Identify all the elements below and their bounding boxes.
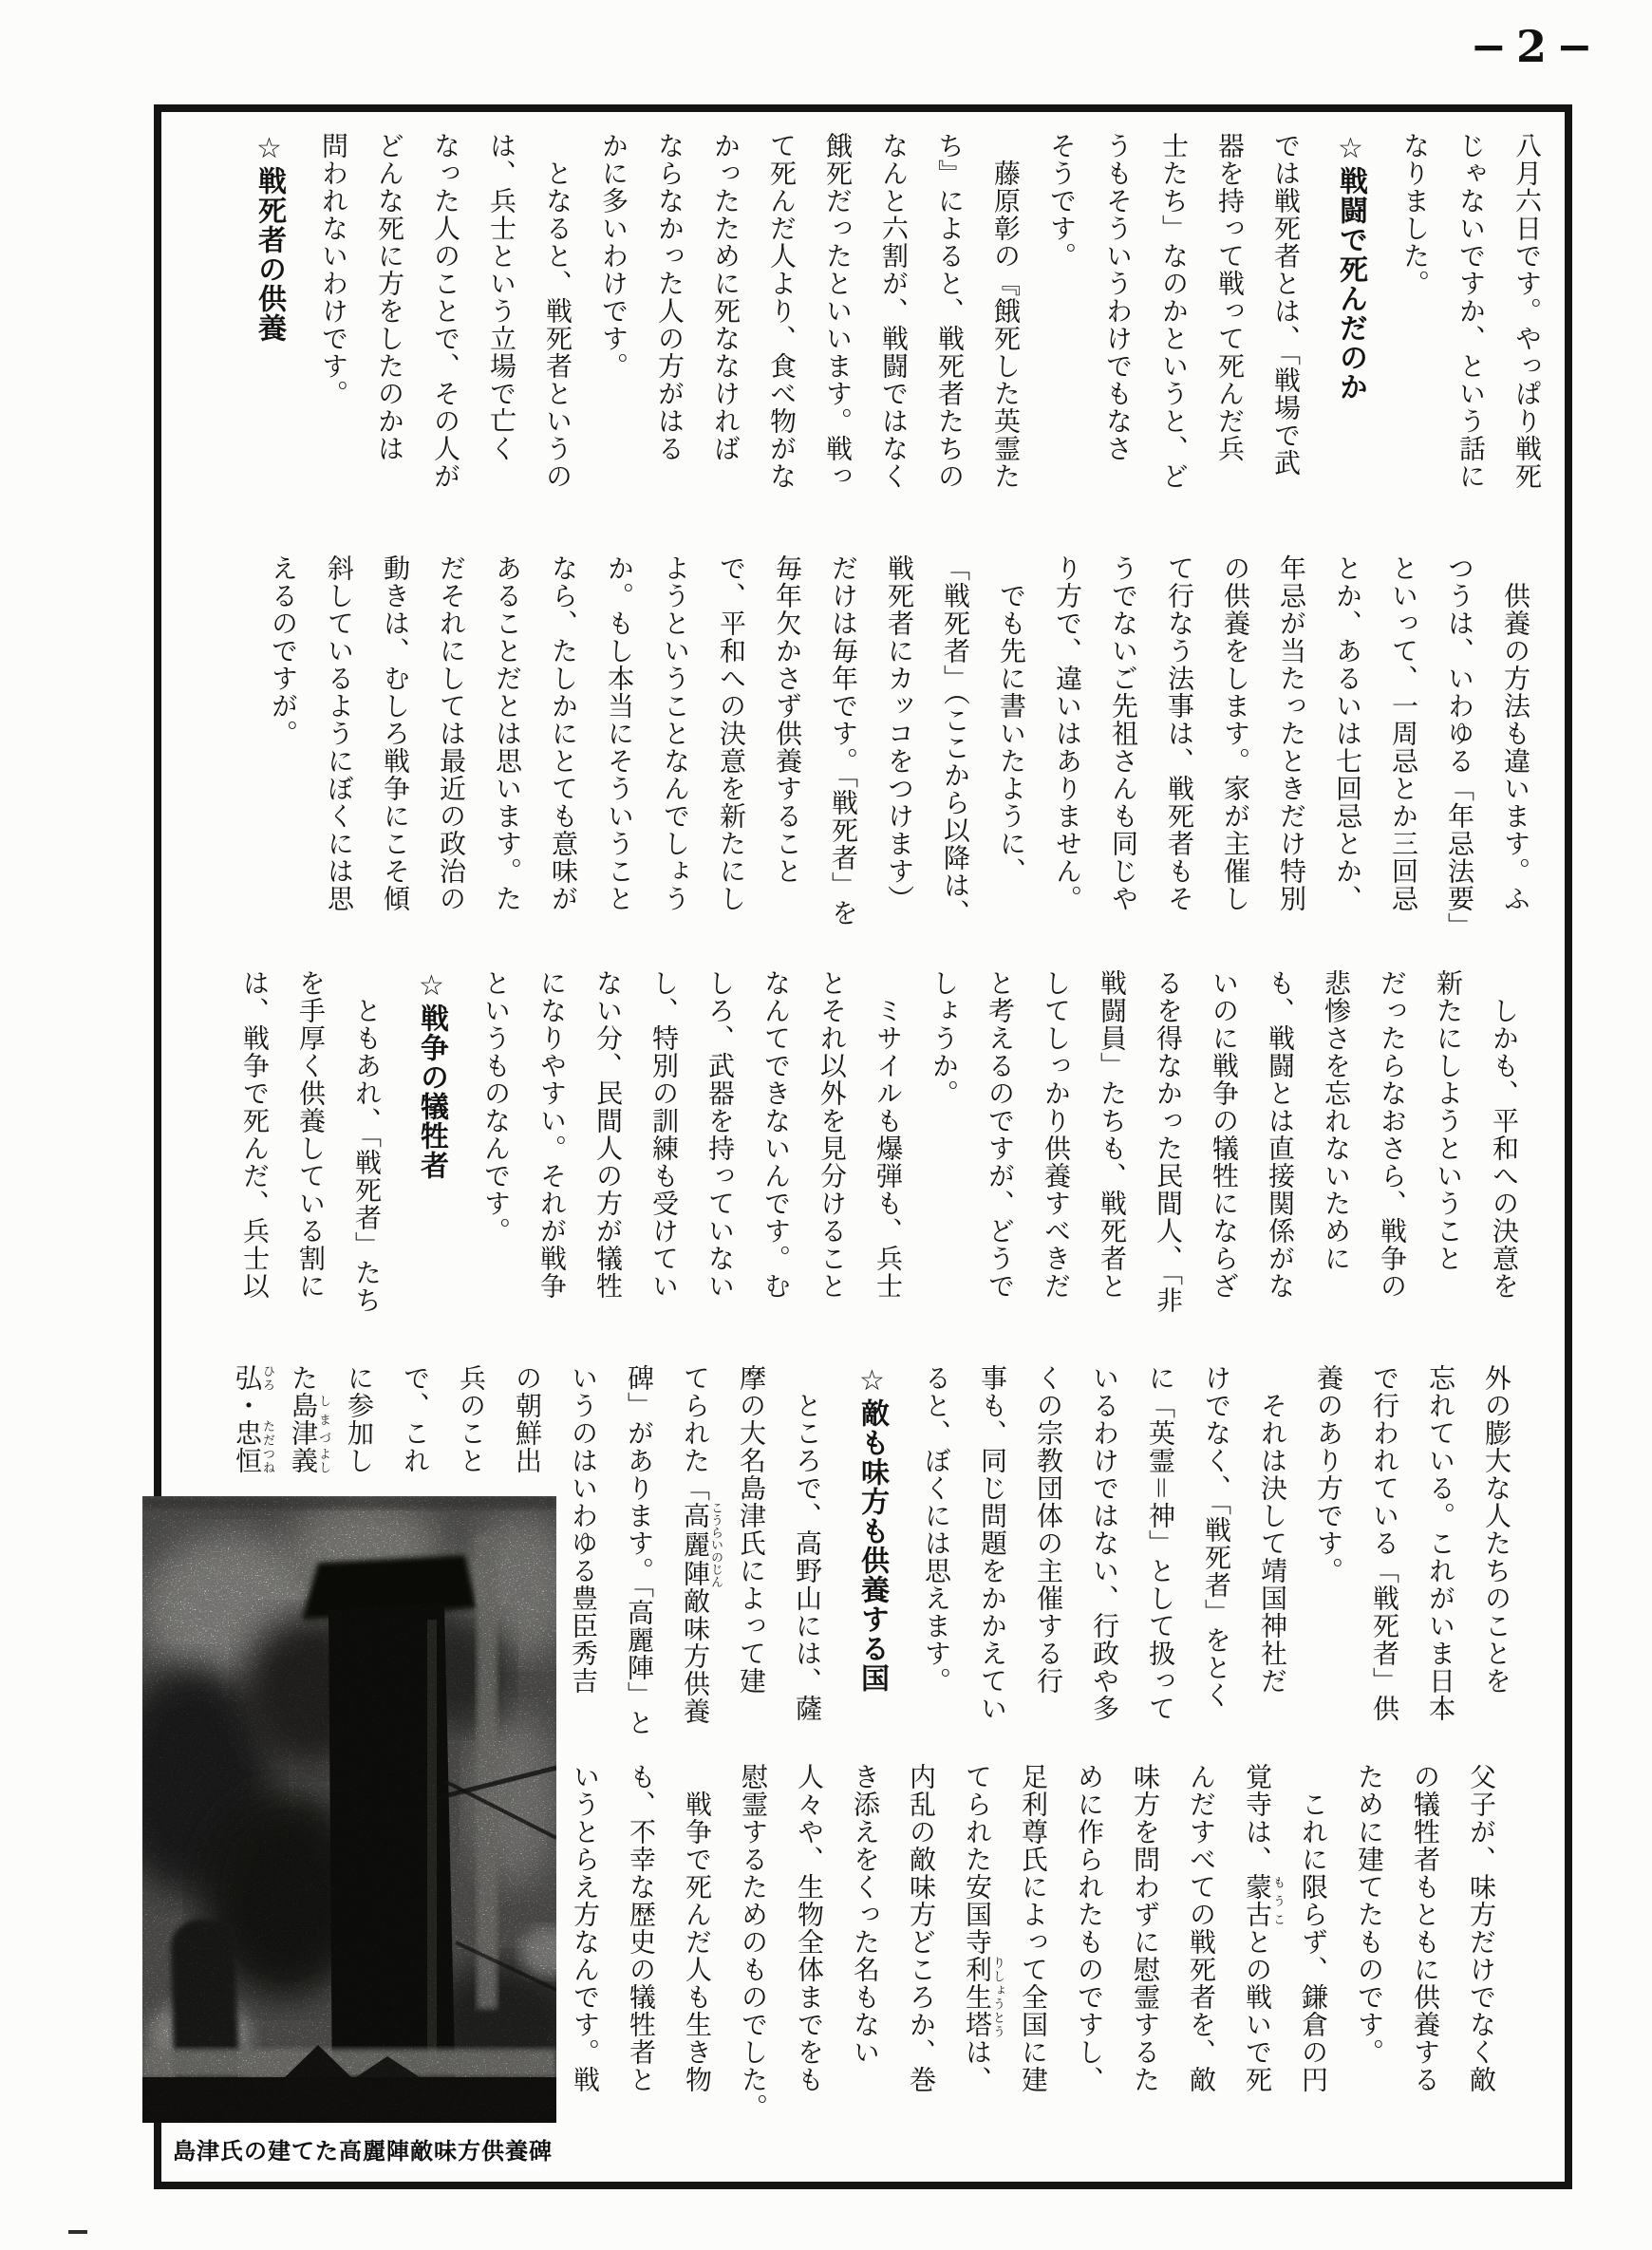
text-column: 供養の方法も違います。ふ [1500, 554, 1531, 912]
text-column: とか、あるいは七回忌とか、 [1332, 554, 1363, 912]
section-heading: ☆戦争の犠牲者 [415, 969, 448, 1180]
text-column: か。もし本当にそういうこと [604, 554, 635, 912]
text-column: るを得なかった民間人、「非 [1153, 969, 1184, 1314]
text-column: て行なう法事は、戦死者もそ [1164, 554, 1195, 912]
text-column: ると、ぼくには思えます。 [921, 1364, 952, 1695]
text-column: ところで、高野山には、薩 [792, 1364, 823, 1722]
text-column: の犠牲者もともに供養する [1410, 1763, 1441, 2093]
text-column: 問われないわけです。 [318, 132, 349, 407]
text-column: た島津しまづ義よし [288, 1364, 330, 1474]
text-column: くの宗教団体の主催する行 [1033, 1364, 1064, 1695]
text-column: 器を持って戦って死んだ兵 [1214, 132, 1246, 462]
text-column: ち』によると、戦死者たちの [934, 132, 966, 490]
text-column: うでないご先祖さんも同じや [1108, 554, 1139, 912]
text-column: 戦闘員」たちも、戦死者と [1097, 969, 1128, 1300]
section-heading: ☆敵も味方も供養する国 [855, 1364, 889, 1693]
text-column: になりやすい。それが戦争 [536, 969, 568, 1300]
text-column: 摩の大名島津氏によって建 [736, 1364, 767, 1695]
text-column: めに作られたものですし、 [1074, 1763, 1105, 2093]
text-column: 動きは、むしろ戦争にこそ傾 [380, 554, 411, 912]
photo-caption: 島津氏の建てた高麗陣敵味方供養碑 [184, 2127, 541, 2170]
text-column: えるのですが。 [268, 554, 299, 747]
text-column: 斜しているようにぼくには思 [324, 554, 355, 912]
text-column: で、平和への決意を新たにし [716, 554, 747, 912]
text-column: て死んだ人より、食べ物がな [766, 132, 798, 490]
text-column: 養のあり方です。 [1313, 1364, 1344, 1584]
text-column: というものなんです。 [480, 969, 512, 1245]
text-column: いのに戦争の犠牲にならざ [1209, 969, 1240, 1300]
text-column: も、戦闘とは直接関係がな [1265, 969, 1296, 1300]
text-column: いうのはいわゆる豊臣秀吉 [568, 1364, 599, 1695]
text-column: あることだとは思います。た [492, 554, 523, 912]
text-column: 毎年欠かさず供養すること [772, 554, 803, 885]
text-column: 戦死者にカッコをつけます） [884, 554, 915, 912]
text-band [233, 132, 1555, 529]
text-column: 「戦死者」（ここから以降は、 [940, 554, 971, 927]
text-column: も、不幸な歴史の犠牲者と [626, 1763, 657, 2093]
text-column: でも先に書いたように、 [996, 554, 1027, 885]
text-column: どんな死に方をしたのかは [374, 132, 405, 462]
text-column: 八月六日です。やっぱり戦死 [1511, 132, 1543, 490]
text-column: といって、一周忌とか三回忌 [1388, 554, 1419, 912]
text-column: だそれにしては最近の政治の [436, 554, 467, 912]
text-column: 足利尊氏によって全国に建 [1018, 1763, 1049, 2093]
text-column: の朝鮮出 [512, 1364, 543, 1474]
text-column: してしっかり供養すべきだ [1041, 969, 1072, 1300]
text-column: に「英霊＝神」として扱って [1145, 1364, 1176, 1723]
text-column: 悲惨さを忘れないために [1321, 969, 1352, 1272]
text-column: 年忌が当たったときだけ特別 [1276, 554, 1307, 912]
text-column: ミサイルも爆弾も、兵士 [873, 969, 904, 1300]
text-column: で、これ [400, 1364, 431, 1474]
text-column: とそれ以外を見分けること [817, 969, 848, 1300]
monument-photo [142, 1496, 556, 2123]
text-column: しかも、平和への決意を [1489, 969, 1520, 1300]
text-column: なりました。 [1399, 132, 1431, 297]
text-column: ために建てたものです。 [1354, 1763, 1385, 2066]
text-column: しょうか。 [929, 969, 960, 1107]
text-band [255, 554, 1544, 949]
text-column: いるわけではない、行政や多 [1089, 1364, 1120, 1722]
text-column: うもそういうわけでもなさ [1102, 132, 1134, 462]
text-column: てられた「高麗陣こうらいのじん敵味方供養 [680, 1364, 723, 1725]
text-column: 外の膨大な人たちのことを [1481, 1364, 1512, 1695]
text-column: を手厚く供養している割に [295, 969, 327, 1300]
text-column: なった人のことで、その人が [430, 132, 461, 490]
text-column: 碑」があります。「高麗陣」と [624, 1364, 655, 1736]
text-column: 慰霊するためのものでした。 [738, 1763, 769, 2121]
text-column: それは決して靖国神社だ [1257, 1364, 1288, 1695]
monument-photo-image [142, 1496, 556, 2123]
text-column: かに多いわけです。 [598, 132, 629, 380]
text-column: ようということなんでしょう [660, 554, 691, 912]
text-column: ともあれ、「戦死者」たち [351, 969, 383, 1314]
section-heading: ☆戦死者の供養 [253, 132, 286, 343]
text-column: 藤原彰の『餓死した英霊た [990, 132, 1022, 490]
text-column: は、戦争で死んだ、兵士以 [239, 969, 271, 1300]
text-column: 覚寺は、蒙古もうことの戦いで死 [1242, 1763, 1285, 2093]
text-column: し、特別の訓練も受けてい [648, 969, 680, 1300]
text-column: じゃないですか、という話に [1455, 132, 1487, 490]
text-column: なら、たしかにとても意味が [548, 554, 579, 912]
text-column: ならなかった人の方がはる [654, 132, 685, 462]
text-column: り方で、違いはありません。 [1052, 554, 1083, 912]
section-heading: ☆戦闘で死んだのか [1334, 132, 1367, 402]
text-column: は、兵士という立場で亡く [486, 132, 517, 462]
text-column: なんてできないんです。む [760, 969, 792, 1300]
text-column: で行われている「戦死者」供 [1369, 1364, 1400, 1722]
text-column: 味方を問わずに慰霊するた [1130, 1763, 1161, 2093]
text-column: だったらなおさら、戦争の [1377, 969, 1408, 1300]
text-column: 内乱の敵味方どころか、巻 [906, 1763, 937, 2093]
corner-dash-mark [68, 2230, 87, 2234]
text-column: に参加し [344, 1364, 375, 1474]
text-column: 忘れている。これがいま日本 [1425, 1364, 1456, 1722]
text-column: んだすべての戦死者を、敵 [1186, 1763, 1217, 2093]
text-column: 兵のこと [456, 1364, 487, 1474]
text-column: 弘ひろ・忠恒ただつね [232, 1364, 274, 1474]
text-column: の供養をします。家が主催し [1220, 554, 1251, 912]
text-column: てられた安国寺利生塔りしょうとうは、 [962, 1763, 1004, 2093]
text-band [557, 1763, 1510, 2139]
text-column: 戦争で死んだ人も生き物 [682, 1763, 713, 2093]
text-column: けでなく、「戦死者」をとく [1201, 1364, 1232, 1709]
text-column: しろ、武器を持っていない [704, 969, 736, 1300]
text-column: と考えるのですが、どうで [985, 969, 1016, 1300]
text-column: 士たち」なのかというと、ど [1158, 132, 1190, 490]
text-column: つうは、いわゆる「年忌法要」 [1444, 554, 1475, 940]
text-column: かったために死ななければ [710, 132, 742, 462]
text-column: ない分、民間人の方が犠牲 [592, 969, 624, 1300]
text-column: では戦死者とは、「戦場で武 [1270, 132, 1302, 477]
text-band [227, 969, 1532, 1366]
text-column: なんと六割が、戦闘ではなく [878, 132, 910, 490]
text-column: 人々や、生物全体までをも [794, 1763, 825, 2093]
text-column: き添えをくった名もない [850, 1763, 881, 2066]
text-column: 事も、同じ問題をかかえてい [977, 1364, 1008, 1722]
text-column: いうとらえ方なんです。戦 [570, 1763, 601, 2093]
text-column: 父子が、味方だけでなく敵 [1466, 1763, 1497, 2093]
text-column: これに限らず、鎌倉の円 [1298, 1763, 1329, 2093]
page-number: −2− [1470, 21, 1603, 72]
text-column: 餓死だったといいます。戦っ [822, 132, 854, 490]
text-column: だけは毎年です。「戦死者」を [828, 554, 859, 927]
text-column: 新たにしようということ [1433, 969, 1464, 1272]
short-column-group [219, 1364, 555, 1505]
text-column: となると、戦死者というの [542, 132, 573, 490]
text-column: そうです。 [1046, 132, 1078, 270]
